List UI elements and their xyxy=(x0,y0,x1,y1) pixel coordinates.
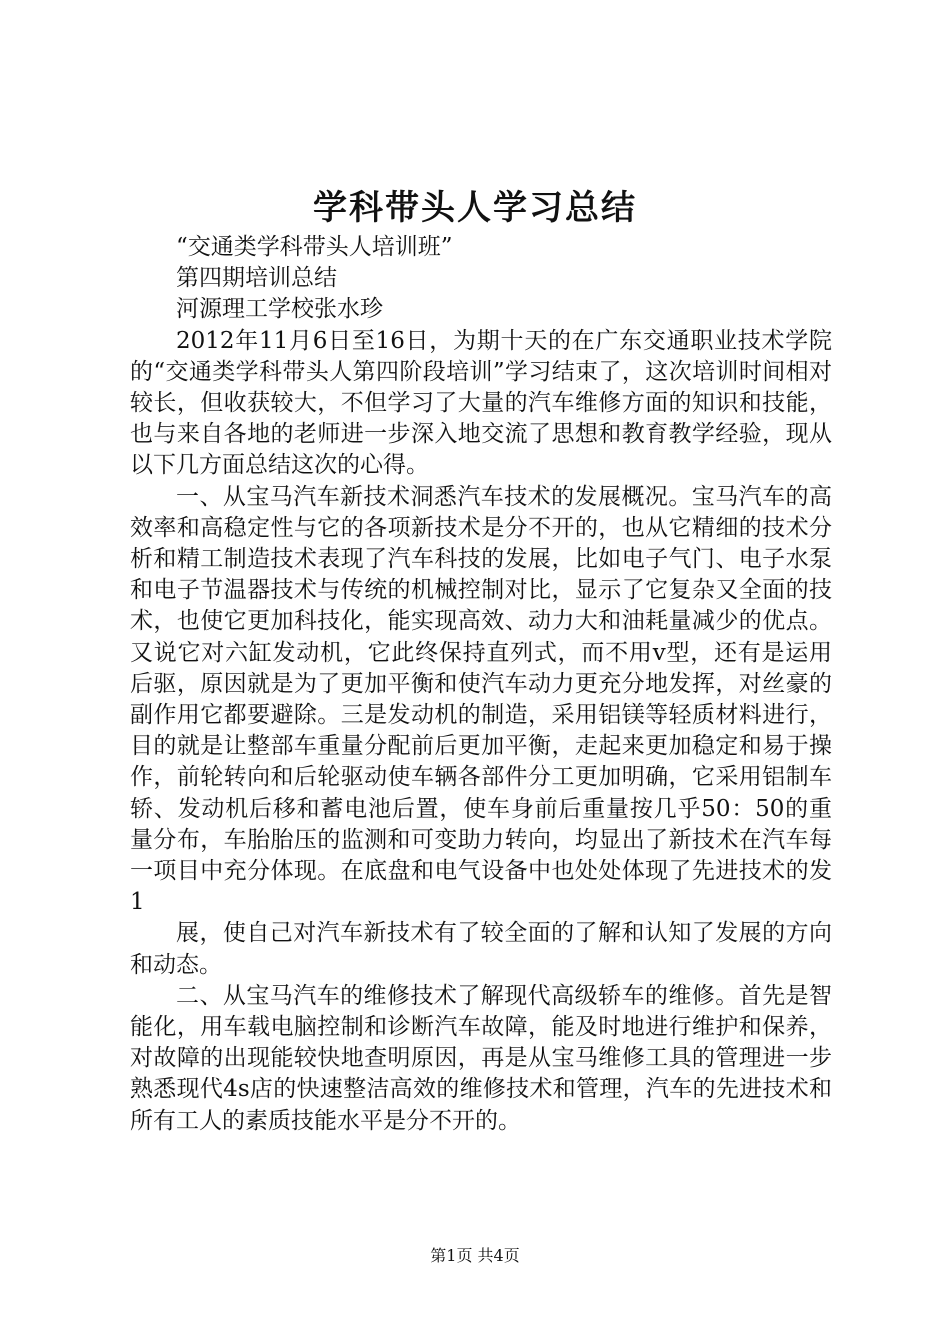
paragraph-session: 第四期培训总结 xyxy=(176,265,337,292)
paragraph-section-two: 二、从宝马汽车的维修技术了解现代高级轿车的维修。首先是智能化，用车载电脑控制和诊断汽车故障，能及时地进行维护和保养，对故障的出现能较快地查明原因，再是从宝马维修工具的管理进一步熟悉现代4s店的快速整洁高效的维修技术和管理，汽车的先进技术和所有工人的素质技能水平是分不开的。 xyxy=(130,982,832,1134)
document-title: 学科带头人学习总结 xyxy=(313,188,637,228)
paragraph-author: 河源理工学校张水珍 xyxy=(176,296,383,323)
document-body xyxy=(130,232,832,1137)
paragraph-intro: 2012年11月6日至16日，为期十天的在广东交通职业技术学院的“交通类学科带头人第四阶段培训”学习结束了，这次培训时间相对较长，但收获较大，不但学习了大量的汽车维修方面的知识和技能，也与来自各地的老师进一步深入地交流了思想和教育教学经验，现从以下几方面总结这次的心得。 xyxy=(130,327,832,479)
paragraph-section-one: 一、从宝马汽车新技术洞悉汽车技术的发展概况。宝马汽车的高效率和高稳定性与它的各项新技术是分不开的，也从它精细的技术分析和精工制造技术表现了汽车科技的发展，比如电子气门、电子水泵和电子节温器技术与传统的机械控制对比，显示了它复杂又全面的技术，也使它更加科技化，能实现高效、动力大和油耗量减少的优点。又说它对六缸发动机，它此终保持直列式，而不用v型，还有是运用后驱，原因就是为了更加平衡和使汽车动力更充分地发挥，对丝豪的副作用它都要避除。三是发动机的制造，采用铝镁等轻质材料进行，目的就是让整部车重量分配前后更加平衡，走起来更加稳定和易于操作，前轮转向和后轮驱动使车辆各部件分工更加明确，它采用铝制车轿、发动机后移和蓄电池后置，使车身前后重量按几乎50：50的重量分布，车胎胎压的监测和可变助力转向，均显出了新技术在汽车每一项目中充分体现。在底盘和电气设备中也处处体现了先进技术的发1 xyxy=(130,483,832,916)
paragraph-section-one-continued: 展，使自己对汽车新技术有了较全面的了解和认知了发展的方向和动态。 xyxy=(130,920,832,978)
page-number-footer: 第1页 共4页 xyxy=(430,1246,520,1265)
paragraph-class-name: “交通类学科带头人培训班” xyxy=(176,234,453,260)
